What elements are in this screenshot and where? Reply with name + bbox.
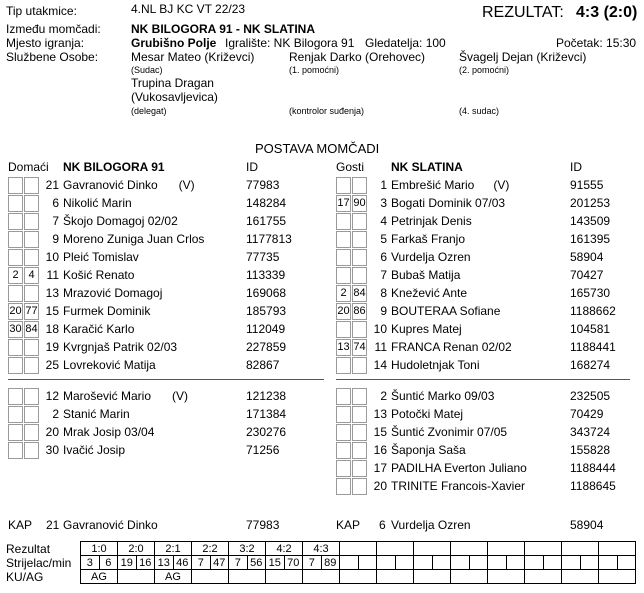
away-player-number: 1 bbox=[380, 178, 387, 192]
away-sub-in-box bbox=[336, 442, 351, 459]
away-player-number: 20 bbox=[373, 479, 387, 493]
home-sub-in-box bbox=[8, 285, 23, 302]
home-player-number: 11 bbox=[46, 268, 59, 282]
home-player-id: 77735 bbox=[246, 250, 280, 264]
away-player-id: 143509 bbox=[570, 214, 611, 228]
away-player-name: PADILHA Everton Juliano bbox=[391, 461, 527, 475]
empty-player-cell bbox=[377, 556, 396, 570]
away-id-header: ID bbox=[570, 160, 582, 174]
pom2-name: Švagelj Dejan (Križevci) bbox=[459, 50, 587, 64]
home-player-note: (V) bbox=[178, 178, 195, 192]
home-player-id: 77983 bbox=[246, 178, 280, 192]
away-player-id: 1188645 bbox=[570, 479, 616, 493]
away-sub-in-box bbox=[336, 267, 351, 284]
away-player-id: 155828 bbox=[570, 443, 611, 457]
home-sub-out-box bbox=[24, 231, 39, 248]
away-player-id: 168274 bbox=[570, 358, 611, 372]
home-player-id: 185793 bbox=[246, 304, 287, 318]
grid-rezultat-label: Rezultat bbox=[6, 542, 51, 556]
home-sub-out-box: 84 bbox=[24, 321, 39, 338]
sudac-role: (Sudac) bbox=[131, 65, 163, 75]
empty-minute-cell bbox=[543, 556, 562, 570]
goal-kuag-cell bbox=[229, 570, 266, 584]
home-player-name: Furmek Dominik bbox=[63, 304, 151, 318]
empty-player-cell bbox=[414, 556, 433, 570]
home-player-id: 161755 bbox=[246, 214, 287, 228]
delegat-name-2: (Vukosavljevica) bbox=[131, 90, 218, 104]
empty-score-cell bbox=[414, 542, 451, 556]
delegat-name: Trupina Dragan bbox=[131, 76, 214, 90]
home-player-note: (V) bbox=[172, 389, 188, 403]
igraliste: Igralište: NK Bilogora 91 bbox=[225, 36, 355, 50]
away-player-note: (V) bbox=[493, 178, 510, 192]
home-player-name: Mrak Josip 03/04 bbox=[63, 425, 155, 439]
home-player-id: 82867 bbox=[246, 358, 280, 372]
gledatelja: Gledatelja: 100 bbox=[365, 36, 446, 50]
empty-kuag-cell bbox=[488, 570, 525, 584]
empty-minute-cell bbox=[617, 556, 636, 570]
away-player-number: 11 bbox=[374, 340, 387, 354]
away-kap-no: 6 bbox=[379, 518, 386, 532]
home-id-header: ID bbox=[246, 160, 258, 174]
empty-kuag-cell bbox=[599, 570, 636, 584]
away-sub-out-box: 84 bbox=[352, 285, 367, 302]
away-player-number: 2 bbox=[380, 389, 387, 403]
mjesto-value: Grubišno Polje bbox=[131, 36, 217, 50]
away-player-name: Petrinjak Denis bbox=[391, 214, 472, 228]
goal-score-cell: 3:2 bbox=[229, 542, 266, 556]
away-player-number: 5 bbox=[380, 232, 387, 246]
home-sub-in-box: 20 bbox=[8, 303, 23, 320]
home-sub-in-box bbox=[8, 357, 23, 374]
home-kap-no: 21 bbox=[46, 518, 60, 532]
goal-kuag-cell: AG bbox=[155, 570, 192, 584]
away-sub-out-box bbox=[352, 321, 367, 338]
home-player-name: Gavranović Dinko bbox=[63, 178, 158, 192]
kontrolor-role: (kontrolor suđenja) bbox=[289, 106, 365, 116]
rezultat-label: REZULTAT: bbox=[482, 4, 564, 21]
away-player-name: Bubaš Matija bbox=[391, 268, 461, 282]
home-sub-out-box bbox=[24, 339, 39, 356]
home-player-name: Lovreković Matija bbox=[63, 358, 156, 372]
grid-strijelac-label: Strijelac/min bbox=[6, 556, 72, 570]
away-sub-in-box bbox=[336, 213, 351, 230]
away-player-id: 91555 bbox=[570, 178, 604, 192]
home-player-number: 18 bbox=[45, 322, 59, 336]
home-player-id: 121238 bbox=[246, 389, 287, 403]
away-sub-out-box: 74 bbox=[352, 339, 367, 356]
away-sub-out-box bbox=[352, 357, 367, 374]
away-player-number: 3 bbox=[380, 196, 387, 210]
empty-player-cell bbox=[451, 556, 470, 570]
home-side-label: Domaći bbox=[8, 160, 49, 174]
away-sub-in-box bbox=[336, 460, 351, 477]
home-player-number: 21 bbox=[45, 178, 59, 192]
home-player-id: 112049 bbox=[246, 322, 286, 336]
away-player-number: 17 bbox=[373, 461, 387, 475]
empty-minute-cell bbox=[432, 556, 451, 570]
sluzbene-label: Službene Osobe: bbox=[6, 50, 99, 64]
away-sub-out-box bbox=[352, 478, 367, 495]
away-player-number: 14 bbox=[373, 358, 387, 372]
sudac4-role: (4. sudac) bbox=[459, 106, 500, 116]
away-player-name: BOUTERAA Sofiane bbox=[391, 304, 501, 318]
away-kap-id: 58904 bbox=[570, 518, 604, 532]
away-player-name: Vurdelja Ozren bbox=[391, 250, 471, 264]
empty-minute-cell bbox=[469, 556, 488, 570]
home-sub-in-box bbox=[8, 388, 23, 405]
empty-kuag-cell bbox=[451, 570, 488, 584]
goal-minute-cell: 56 bbox=[247, 556, 266, 570]
pom1-role: (1. pomoćni) bbox=[289, 65, 340, 75]
empty-score-cell bbox=[525, 542, 562, 556]
home-player-number: 2 bbox=[52, 407, 59, 421]
empty-minute-cell bbox=[358, 556, 377, 570]
empty-player-cell bbox=[562, 556, 581, 570]
home-player-id: 230276 bbox=[246, 425, 287, 439]
away-player-name: TRINITE Francois-Xavier bbox=[391, 479, 526, 493]
home-player-name: Škojo Domagoj 02/02 bbox=[63, 214, 178, 228]
pom1-name: Renjak Darko (Orehovec) bbox=[289, 50, 426, 64]
away-sub-in-box bbox=[336, 406, 351, 423]
home-player-id: 171384 bbox=[246, 407, 287, 421]
home-sub-in-box bbox=[8, 339, 23, 356]
match-teams: NK BILOGORA 91 - NK SLATINA bbox=[131, 22, 316, 36]
home-player-number: 25 bbox=[45, 358, 59, 372]
sudac-name: Mesar Mateo (Križevci) bbox=[131, 50, 255, 64]
away-sub-in-box: 20 bbox=[336, 303, 351, 320]
away-player-number: 16 bbox=[373, 443, 387, 457]
away-player-id: 343724 bbox=[570, 425, 611, 439]
home-sub-out-box bbox=[24, 388, 39, 405]
home-sub-out-box bbox=[24, 406, 39, 423]
away-player-id: 104581 bbox=[570, 322, 611, 336]
away-player-name: Knežević Ante bbox=[391, 286, 468, 300]
away-sub-in-box bbox=[336, 478, 351, 495]
grid-row-kuag bbox=[81, 570, 636, 584]
away-sub-out-box bbox=[352, 460, 367, 477]
away-sub-out-box bbox=[352, 213, 367, 230]
empty-score-cell bbox=[451, 542, 488, 556]
home-sub-out-box bbox=[24, 213, 39, 230]
away-team-name: NK SLATINA bbox=[391, 160, 463, 174]
goal-score-cell: 1:0 bbox=[81, 542, 118, 556]
empty-kuag-cell bbox=[340, 570, 377, 584]
home-player-name: Nikolić Marin bbox=[63, 196, 132, 210]
home-player-name: Marošević Mario bbox=[63, 389, 152, 403]
empty-score-cell bbox=[340, 542, 377, 556]
away-player-number: 15 bbox=[373, 425, 387, 439]
home-player-number: 19 bbox=[45, 340, 59, 354]
away-kap-name: Vurdelja Ozren bbox=[391, 518, 471, 532]
home-sub-out-box bbox=[24, 442, 39, 459]
home-player-number: 30 bbox=[45, 443, 59, 457]
away-sub-out-box bbox=[352, 267, 367, 284]
goal-score-cell: 2:2 bbox=[192, 542, 229, 556]
home-sub-out-box bbox=[24, 177, 39, 194]
home-player-name: Košić Renato bbox=[63, 268, 135, 282]
home-player-name: Karačić Karlo bbox=[63, 322, 135, 336]
home-sub-in-box bbox=[8, 249, 23, 266]
empty-score-cell bbox=[562, 542, 599, 556]
away-player-number: 13 bbox=[373, 407, 387, 421]
goal-minute-cell: 89 bbox=[321, 556, 340, 570]
away-player-id: 232505 bbox=[570, 389, 611, 403]
home-sub-out-box: 77 bbox=[24, 303, 39, 320]
home-player-name: Pleić Tomislav bbox=[63, 250, 139, 264]
home-sub-in-box bbox=[8, 406, 23, 423]
away-player-name: Embrešić Mario bbox=[391, 178, 475, 192]
away-sub-in-box bbox=[336, 177, 351, 194]
away-sub-in-box: 13 bbox=[336, 339, 351, 356]
empty-score-cell bbox=[377, 542, 414, 556]
away-player-name: Šaponja Saša bbox=[391, 443, 466, 457]
home-kap-id: 77983 bbox=[246, 518, 280, 532]
pom2-role: (2. pomoćni) bbox=[459, 65, 510, 75]
away-player-id: 1188662 bbox=[570, 304, 616, 318]
mjesto-label: Mjesto igranja: bbox=[6, 36, 85, 50]
empty-player-cell bbox=[599, 556, 618, 570]
lineup-title: POSTAVA MOMČADI bbox=[255, 141, 380, 156]
away-player-name: Šuntić Zvonimir 07/05 bbox=[391, 425, 508, 439]
away-player-name: Kupres Matej bbox=[391, 322, 462, 336]
home-sub-in-box bbox=[8, 213, 23, 230]
pocetak: Početak: 15:30 bbox=[556, 36, 637, 50]
away-sub-in-box bbox=[336, 357, 351, 374]
home-player-number: 10 bbox=[45, 250, 59, 264]
away-player-number: 9 bbox=[380, 304, 387, 318]
delegat-role: (delegat) bbox=[131, 106, 167, 116]
goal-score-cell: 4:3 bbox=[303, 542, 340, 556]
away-player-number: 7 bbox=[380, 268, 387, 282]
goal-kuag-cell bbox=[303, 570, 340, 584]
away-player-number: 6 bbox=[380, 250, 387, 264]
home-player-id: 113339 bbox=[246, 268, 286, 282]
away-player-id: 58904 bbox=[570, 250, 604, 264]
away-sub-out-box: 90 bbox=[352, 195, 367, 212]
rezultat-value: 4:3 (2:0) bbox=[576, 4, 638, 21]
home-player-id: 71256 bbox=[246, 443, 280, 457]
home-sub-in-box: 30 bbox=[8, 321, 23, 338]
away-sub-in-box bbox=[336, 424, 351, 441]
away-sub-in-box bbox=[336, 249, 351, 266]
tip-value: 4.NL BJ KC VT 22/23 bbox=[131, 2, 246, 16]
away-player-number: 8 bbox=[380, 286, 387, 300]
empty-kuag-cell bbox=[525, 570, 562, 584]
grid-row-score bbox=[81, 542, 636, 556]
home-player-id: 1177813 bbox=[246, 232, 292, 246]
away-player-id: 161395 bbox=[570, 232, 611, 246]
goal-kuag-cell bbox=[192, 570, 229, 584]
home-player-name: Mrazović Domagoj bbox=[63, 286, 163, 300]
grid-kuag-label: KU/AG bbox=[6, 570, 44, 584]
away-player-id: 70429 bbox=[570, 407, 604, 421]
goal-score-cell: 4:2 bbox=[266, 542, 303, 556]
home-player-number: 20 bbox=[45, 425, 59, 439]
away-player-number: 10 bbox=[373, 322, 387, 336]
away-player-id: 1188444 bbox=[570, 461, 616, 475]
away-sub-out-box bbox=[352, 424, 367, 441]
home-sub-in-box bbox=[8, 442, 23, 459]
home-player-number: 12 bbox=[45, 389, 59, 403]
away-kap-label: KAP bbox=[336, 518, 361, 532]
away-sub-out-box bbox=[352, 388, 367, 405]
away-sub-out-box bbox=[352, 249, 367, 266]
away-sub-out-box: 86 bbox=[352, 303, 367, 320]
away-player-name: Hudoletnjak Toni bbox=[391, 358, 480, 372]
home-player-name: Moreno Zuniga Juan Crlos bbox=[63, 232, 205, 246]
away-side-label: Gosti bbox=[336, 160, 365, 174]
goal-kuag-cell bbox=[118, 570, 155, 584]
home-kap-label: KAP bbox=[8, 518, 33, 532]
away-sub-in-box bbox=[336, 388, 351, 405]
empty-kuag-cell bbox=[414, 570, 451, 584]
home-sub-out-box: 4 bbox=[24, 267, 39, 284]
home-player-id: 227859 bbox=[246, 340, 287, 354]
away-sub-out-box bbox=[352, 177, 367, 194]
away-player-name: Potočki Matej bbox=[391, 407, 464, 421]
home-team-name: NK BILOGORA 91 bbox=[63, 160, 165, 174]
home-sub-out-box bbox=[24, 195, 39, 212]
home-sub-in-box bbox=[8, 177, 23, 194]
away-player-id: 70427 bbox=[570, 268, 604, 282]
away-subs-divider bbox=[336, 379, 630, 380]
goal-kuag-cell: AG bbox=[81, 570, 118, 584]
away-sub-in-box bbox=[336, 231, 351, 248]
goal-player-cell: 15 bbox=[266, 556, 285, 570]
home-kap-name: Gavranović Dinko bbox=[63, 518, 158, 532]
goal-minute-cell: 47 bbox=[210, 556, 229, 570]
goal-minute-cell: 70 bbox=[284, 556, 303, 570]
away-player-name: FRANCA Renan 02/02 bbox=[391, 340, 512, 354]
tip-label: Tip utakmice: bbox=[6, 4, 77, 18]
away-sub-out-box bbox=[352, 406, 367, 423]
goal-player-cell: 7 bbox=[303, 556, 322, 570]
away-sub-in-box: 2 bbox=[336, 285, 351, 302]
away-player-name: Šuntić Marko 09/03 bbox=[391, 389, 495, 403]
home-player-id: 169068 bbox=[246, 286, 287, 300]
empty-score-cell bbox=[488, 542, 525, 556]
empty-player-cell bbox=[340, 556, 359, 570]
home-sub-out-box bbox=[24, 285, 39, 302]
home-player-number: 13 bbox=[45, 286, 59, 300]
home-sub-out-box bbox=[24, 357, 39, 374]
empty-score-cell bbox=[599, 542, 636, 556]
home-player-name: Ivačić Josip bbox=[63, 443, 126, 457]
empty-kuag-cell bbox=[562, 570, 599, 584]
away-player-name: Bogati Dominik 07/03 bbox=[391, 196, 506, 210]
home-player-number: 7 bbox=[52, 214, 59, 228]
goal-score-cell: 2:1 bbox=[155, 542, 192, 556]
away-player-id: 1188441 bbox=[570, 340, 616, 354]
empty-minute-cell bbox=[395, 556, 414, 570]
empty-player-cell bbox=[525, 556, 544, 570]
home-sub-out-box bbox=[24, 249, 39, 266]
home-player-id: 148284 bbox=[246, 196, 287, 210]
goal-minute-cell: 6 bbox=[99, 556, 118, 570]
home-sub-in-box bbox=[8, 195, 23, 212]
goal-player-cell: 7 bbox=[192, 556, 211, 570]
goal-minute-cell: 16 bbox=[136, 556, 155, 570]
home-player-number: 15 bbox=[45, 304, 59, 318]
goal-kuag-cell bbox=[266, 570, 303, 584]
goal-player-cell: 19 bbox=[118, 556, 137, 570]
away-player-id: 165730 bbox=[570, 286, 611, 300]
away-player-number: 4 bbox=[380, 214, 387, 228]
empty-minute-cell bbox=[506, 556, 525, 570]
home-player-number: 6 bbox=[52, 196, 59, 210]
home-player-name: Stanić Marin bbox=[63, 407, 130, 421]
goal-score-cell: 2:0 bbox=[118, 542, 155, 556]
empty-player-cell bbox=[488, 556, 507, 570]
away-sub-out-box bbox=[352, 442, 367, 459]
home-player-name: Kvrgnjaš Patrik 02/03 bbox=[63, 340, 178, 354]
away-sub-in-box bbox=[336, 321, 351, 338]
away-player-id: 201253 bbox=[570, 196, 611, 210]
goal-player-cell: 7 bbox=[229, 556, 248, 570]
goal-minute-cell: 46 bbox=[173, 556, 192, 570]
home-sub-out-box bbox=[24, 424, 39, 441]
away-player-name: Farkaš Franjo bbox=[391, 232, 466, 246]
grid-row-scorer bbox=[81, 556, 636, 570]
empty-kuag-cell bbox=[377, 570, 414, 584]
izmedu-label: Između momčadi: bbox=[6, 22, 101, 36]
away-sub-out-box bbox=[352, 231, 367, 248]
away-sub-in-box: 17 bbox=[336, 195, 351, 212]
home-sub-in-box: 2 bbox=[8, 267, 23, 284]
home-sub-in-box bbox=[8, 231, 23, 248]
goal-player-cell: 13 bbox=[155, 556, 174, 570]
score-grid bbox=[80, 541, 636, 584]
home-subs-divider bbox=[8, 379, 324, 380]
empty-minute-cell bbox=[580, 556, 599, 570]
home-sub-in-box bbox=[8, 424, 23, 441]
goal-player-cell: 3 bbox=[81, 556, 100, 570]
home-player-number: 9 bbox=[52, 232, 59, 246]
